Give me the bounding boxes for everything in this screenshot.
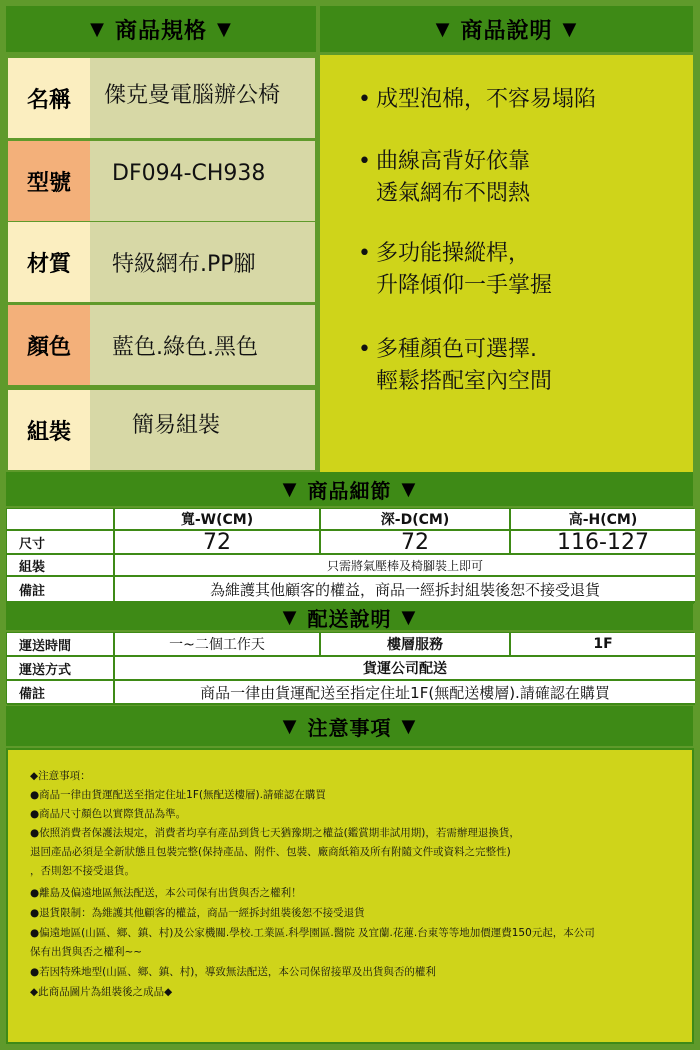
notice-line: ◆此商品圖片為組裝後之成品◆: [30, 986, 173, 998]
spec-label: 材質: [8, 222, 90, 302]
table-cell-empty: [7, 509, 115, 531]
notice-line: ◆注意事項：: [30, 770, 91, 782]
description-line: 輕鬆搭配室內空間: [376, 369, 553, 394]
floor-service-value: 1F: [511, 633, 695, 657]
description-item: • 多種顏色可選擇. 輕鬆搭配室內空間: [358, 337, 553, 394]
spec-value: 藍色.綠色.黑色: [90, 305, 315, 385]
notice-line: ●偏遠地區(山區、鄉、鎮、村)及公家機關.學校.工業區.科學園區.醫院 及宜蘭.花蓮.台東等等地加價運費150元起，本公司: [30, 927, 595, 939]
depth-value: 72: [321, 531, 511, 555]
arrow-down-icon: ▼: [282, 715, 298, 737]
description-line: 多功能操縱桿，: [376, 241, 531, 266]
floor-service-label: 樓層服務: [321, 633, 511, 657]
spec-value: DF094-CH938: [90, 141, 315, 221]
description-line: 升降傾仰一手掌握: [376, 273, 553, 298]
description-line: 透氣網布不悶熱: [376, 181, 531, 206]
notice-line: ●離島及偏遠地區無法配送，本公司保有出貨與否之權利！: [30, 887, 302, 899]
arrow-down-icon: ▼: [562, 18, 578, 40]
column-header-height: 高-H(CM): [511, 509, 695, 531]
delivery-table: [6, 632, 694, 704]
notice-line: 保有出貨與否之權利~~: [30, 946, 143, 958]
spec-header: [6, 6, 316, 52]
width-value: 72: [115, 531, 321, 555]
assembly-label: 組裝: [7, 555, 115, 577]
arrow-down-icon: ▼: [90, 18, 105, 40]
notice-line: ●商品一律由貨運配送至指定住址1F(無配送樓層).請確認在購買: [30, 789, 326, 801]
delivery-header-title: 配送說明: [307, 606, 392, 631]
description-item: • 曲線高背好依靠 透氣網布不悶熱: [358, 149, 531, 206]
notice-line: ●依照消費者保護法規定，消費者均享有產品到貨七天猶豫期之權益(鑑賞期非試用期)，若需辦理退換貨，: [30, 827, 520, 839]
spec-header-title: 商品規格: [114, 18, 207, 44]
arrow-down-icon: ▼: [401, 715, 417, 737]
spec-value: 傑克曼電腦辦公椅: [90, 58, 315, 138]
spec-value: 特級網布.PP腳: [90, 222, 315, 302]
spec-label: 名稱: [8, 58, 90, 138]
notice-header: [6, 706, 693, 746]
assembly-value: 只需將氣壓棒及椅腳裝上即可: [115, 555, 695, 577]
delivery-header: [6, 604, 693, 630]
description-item: • 成型泡棉，不容易塌陷: [358, 87, 597, 112]
spec-label: 組裝: [8, 390, 90, 470]
delivery-method-label: 運送方式: [7, 657, 115, 681]
desc-header: [320, 6, 693, 52]
delivery-remark-label: 備註: [7, 681, 115, 705]
description-line: 成型泡棉，不容易塌陷: [376, 87, 597, 112]
arrow-down-icon: ▼: [401, 478, 417, 500]
notice-line: 退回產品必須是全新狀態且包裝完整(保持產品、附件、包裝、廠商紙箱及所有附隨文件或資料之完整性): [30, 846, 511, 858]
description-line: 多種顏色可選擇.: [376, 337, 537, 362]
details-header-title: 商品細節: [307, 478, 392, 503]
spec-row-assembly: [8, 390, 315, 470]
notice-line: ●退貨限制：為維護其他顧客的權益，商品一經拆封組裝後恕不接受退貨: [30, 907, 365, 919]
column-header-depth: 深-D(CM): [321, 509, 511, 531]
description-item: • 多功能操縱桿， 升降傾仰一手掌握: [358, 241, 553, 298]
notice-line: ，否則恕不接受退貨。: [30, 865, 135, 877]
height-value: 116-127: [511, 531, 695, 555]
spec-value: 簡易組裝: [90, 390, 315, 470]
details-header: [6, 472, 693, 506]
desc-header-title: 商品說明: [460, 18, 553, 44]
delivery-method-value: 貨運公司配送: [115, 657, 695, 681]
spec-label: 顏色: [8, 305, 90, 385]
column-header-width: 寬-W(CM): [115, 509, 321, 531]
spec-row-name: [8, 58, 315, 138]
arrow-down-icon: ▼: [401, 606, 417, 628]
notice-line: ●若因特殊地型(山區、鄉、鎮、村)，導致無法配送，本公司保留接單及出貨與否的權利: [30, 966, 436, 978]
notice-line: ●商品尺寸顏色以實際貨品為準。: [30, 808, 187, 820]
spec-row-model: [8, 141, 315, 221]
delivery-time-label: 運送時間: [7, 633, 115, 657]
arrow-down-icon: ▼: [435, 18, 451, 40]
description-line: 曲線高背好依靠: [376, 149, 531, 174]
delivery-time-value: 一~二個工作天: [115, 633, 321, 657]
remark-label: 備註: [7, 577, 115, 603]
details-table: [6, 508, 694, 604]
arrow-down-icon: ▼: [217, 18, 232, 40]
size-label: 尺寸: [7, 531, 115, 555]
spec-row-material: [8, 222, 315, 302]
arrow-down-icon: ▼: [282, 478, 298, 500]
spec-label: 型號: [8, 141, 90, 221]
remark-value: 為維護其他顧客的權益，商品一經拆封組裝後恕不接受退貨: [115, 577, 695, 603]
spec-row-color: [8, 305, 315, 385]
notice-header-title: 注意事項: [307, 715, 392, 740]
arrow-down-icon: ▼: [282, 606, 298, 628]
delivery-remark-value: 商品一律由貨運配送至指定住址1F(無配送樓層).請確認在購買: [115, 681, 695, 705]
